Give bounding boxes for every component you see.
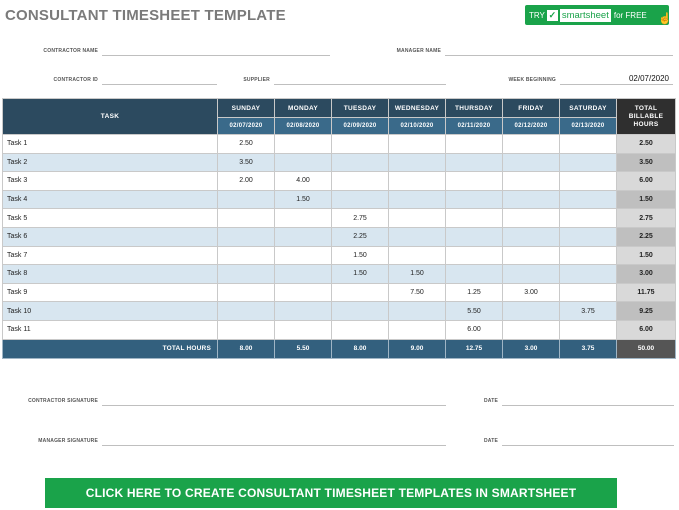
manager-signature-label: MANAGER SIGNATURE xyxy=(38,438,98,444)
day-date[interactable]: 02/10/2020 xyxy=(389,118,446,135)
total-billable-header: TOTAL BILLABLE HOURS xyxy=(617,99,676,135)
hours-cell[interactable] xyxy=(332,190,389,209)
task-column-header: TASK xyxy=(3,99,218,135)
hours-cell[interactable]: 1.50 xyxy=(275,190,332,209)
task-name-cell[interactable]: Task 9 xyxy=(3,283,218,302)
hours-cell[interactable] xyxy=(218,246,275,265)
checkmark-icon: ✓ xyxy=(548,9,557,20)
hours-cell[interactable] xyxy=(389,153,446,172)
hours-cell[interactable]: 2.25 xyxy=(332,227,389,246)
hours-cell[interactable] xyxy=(389,209,446,228)
hours-cell[interactable] xyxy=(503,172,560,191)
hours-cell[interactable] xyxy=(560,246,617,265)
hours-cell[interactable] xyxy=(503,246,560,265)
hours-cell[interactable] xyxy=(560,190,617,209)
manager-name-input[interactable] xyxy=(445,44,673,56)
day-header: FRIDAY xyxy=(503,99,560,118)
task-name-cell[interactable]: Task 10 xyxy=(3,302,218,321)
manager-date-input[interactable] xyxy=(502,434,674,446)
manager-signature-field xyxy=(20,434,446,446)
total-hours-label: TOTAL HOURS xyxy=(3,339,218,358)
hours-cell[interactable] xyxy=(275,246,332,265)
contractor-signature-input[interactable] xyxy=(102,394,446,406)
table-row xyxy=(3,302,676,321)
supplier-label: SUPPLIER xyxy=(243,77,270,83)
task-name-cell[interactable]: Task 2 xyxy=(3,153,218,172)
table-row xyxy=(3,320,676,339)
hours-cell[interactable] xyxy=(275,209,332,228)
table-row xyxy=(3,172,676,191)
hours-cell[interactable] xyxy=(389,190,446,209)
row-total-cell: 2.25 xyxy=(617,227,676,246)
hours-cell[interactable] xyxy=(275,153,332,172)
hours-cell[interactable]: 2.75 xyxy=(332,209,389,228)
grand-total: 50.00 xyxy=(617,339,676,358)
contractor-date-input[interactable] xyxy=(502,394,674,406)
hand-cursor-icon: ☝ xyxy=(658,13,672,25)
task-name-cell[interactable]: Task 7 xyxy=(3,246,218,265)
day-header: TUESDAY xyxy=(332,99,389,118)
try-suffix: for FREE xyxy=(613,10,647,20)
task-name-cell[interactable]: Task 3 xyxy=(3,172,218,191)
week-beginning-label: WEEK BEGINNING xyxy=(508,77,556,83)
contractor-signature-label: CONTRACTOR SIGNATURE xyxy=(28,398,98,404)
contractor-date-field xyxy=(470,394,674,406)
table-row xyxy=(3,153,676,172)
smartsheet-logo-text: smartsheet xyxy=(561,9,609,21)
contractor-date-label: DATE xyxy=(483,398,498,404)
table-row xyxy=(3,265,676,284)
day-header: SUNDAY xyxy=(218,99,275,118)
row-total-cell: 3.50 xyxy=(617,153,676,172)
try-label: TRY xyxy=(529,10,545,20)
row-total-cell: 11.75 xyxy=(617,283,676,302)
hours-cell[interactable]: 1.50 xyxy=(332,246,389,265)
table-row xyxy=(3,227,676,246)
hours-cell[interactable]: 2.00 xyxy=(218,172,275,191)
row-total-cell: 2.50 xyxy=(617,135,676,154)
hours-cell[interactable]: 7.50 xyxy=(389,283,446,302)
hours-cell[interactable] xyxy=(275,227,332,246)
hours-cell[interactable] xyxy=(446,153,503,172)
day-header: WEDNESDAY xyxy=(389,99,446,118)
hours-cell[interactable]: 1.50 xyxy=(332,265,389,284)
week-beginning-field xyxy=(490,73,673,85)
task-name-cell[interactable]: Task 6 xyxy=(3,227,218,246)
day-total: 3.00 xyxy=(503,339,560,358)
hours-cell[interactable] xyxy=(560,227,617,246)
hours-cell[interactable] xyxy=(446,135,503,154)
task-name-cell[interactable]: Task 8 xyxy=(3,265,218,284)
hours-cell[interactable] xyxy=(389,302,446,321)
hours-cell[interactable] xyxy=(560,209,617,228)
task-name-cell[interactable]: Task 4 xyxy=(3,190,218,209)
hours-cell[interactable] xyxy=(218,320,275,339)
contractor-signature-field xyxy=(20,394,446,406)
supplier-input[interactable] xyxy=(274,73,446,85)
hours-cell[interactable] xyxy=(332,153,389,172)
task-name-cell[interactable]: Task 5 xyxy=(3,209,218,228)
day-header: THURSDAY xyxy=(446,99,503,118)
hours-cell[interactable] xyxy=(389,172,446,191)
hours-cell[interactable]: 2.50 xyxy=(218,135,275,154)
hours-cell[interactable] xyxy=(275,135,332,154)
task-name-cell[interactable]: Task 1 xyxy=(3,135,218,154)
try-smartsheet-button[interactable] xyxy=(525,5,672,25)
hours-cell[interactable] xyxy=(332,135,389,154)
hours-cell[interactable] xyxy=(446,227,503,246)
hours-cell[interactable] xyxy=(446,265,503,284)
hours-cell[interactable] xyxy=(332,172,389,191)
contractor-id-input[interactable] xyxy=(102,73,217,85)
day-date[interactable]: 02/13/2020 xyxy=(560,118,617,135)
hours-cell[interactable] xyxy=(218,302,275,321)
manager-signature-input[interactable] xyxy=(102,434,446,446)
hours-cell[interactable] xyxy=(446,190,503,209)
table-row xyxy=(3,246,676,265)
day-date[interactable]: 02/07/2020 xyxy=(218,118,275,135)
hours-cell[interactable] xyxy=(332,283,389,302)
hours-cell[interactable]: 5.50 xyxy=(446,302,503,321)
hours-cell[interactable] xyxy=(275,302,332,321)
hours-cell[interactable] xyxy=(389,246,446,265)
row-total-cell: 9.25 xyxy=(617,302,676,321)
create-template-cta-button[interactable]: CLICK HERE TO CREATE CONSULTANT TIMESHEET TEMPLATES IN SMARTSHEET xyxy=(45,478,617,508)
hours-cell[interactable]: 3.50 xyxy=(218,153,275,172)
day-total: 5.50 xyxy=(275,339,332,358)
row-total-cell: 3.00 xyxy=(617,265,676,284)
table-row xyxy=(3,135,676,154)
hours-cell[interactable] xyxy=(446,172,503,191)
task-name-cell[interactable]: Task 11 xyxy=(3,320,218,339)
day-total: 12.75 xyxy=(446,339,503,358)
hours-cell[interactable] xyxy=(503,302,560,321)
hours-cell[interactable] xyxy=(560,172,617,191)
row-total-cell: 6.00 xyxy=(617,320,676,339)
hours-cell[interactable] xyxy=(503,135,560,154)
hours-cell[interactable] xyxy=(218,283,275,302)
day-total: 3.75 xyxy=(560,339,617,358)
day-date[interactable]: 02/11/2020 xyxy=(446,118,503,135)
hours-cell[interactable] xyxy=(218,227,275,246)
hours-cell[interactable]: 1.25 xyxy=(446,283,503,302)
hours-cell[interactable] xyxy=(503,190,560,209)
contractor-name-label: CONTRACTOR NAME xyxy=(43,48,98,54)
hours-cell[interactable] xyxy=(389,227,446,246)
hours-cell[interactable] xyxy=(218,265,275,284)
hours-cell[interactable] xyxy=(218,209,275,228)
hours-cell[interactable] xyxy=(275,265,332,284)
day-header: MONDAY xyxy=(275,99,332,118)
hours-cell[interactable]: 4.00 xyxy=(275,172,332,191)
hours-cell[interactable] xyxy=(332,302,389,321)
row-total-cell: 1.50 xyxy=(617,246,676,265)
day-total: 9.00 xyxy=(389,339,446,358)
timesheet-table xyxy=(2,98,676,359)
contractor-id-field xyxy=(20,73,217,85)
row-total-cell: 6.00 xyxy=(617,172,676,191)
hours-cell[interactable] xyxy=(446,209,503,228)
hours-cell[interactable] xyxy=(560,135,617,154)
day-total: 8.00 xyxy=(218,339,275,358)
day-date[interactable]: 02/09/2020 xyxy=(332,118,389,135)
hours-cell[interactable] xyxy=(560,320,617,339)
row-total-cell: 2.75 xyxy=(617,209,676,228)
hours-cell[interactable] xyxy=(503,265,560,284)
day-date[interactable]: 02/12/2020 xyxy=(503,118,560,135)
hours-cell[interactable] xyxy=(560,283,617,302)
manager-date-field xyxy=(470,434,674,446)
hours-cell[interactable] xyxy=(389,320,446,339)
hours-cell[interactable] xyxy=(503,227,560,246)
hours-cell[interactable]: 1.50 xyxy=(389,265,446,284)
contractor-name-input[interactable] xyxy=(102,44,330,56)
page-title: CONSULTANT TIMESHEET TEMPLATE xyxy=(5,7,286,24)
day-header: SATURDAY xyxy=(560,99,617,118)
day-total: 8.00 xyxy=(332,339,389,358)
table-row xyxy=(3,283,676,302)
table-row xyxy=(3,209,676,228)
hours-cell[interactable] xyxy=(560,153,617,172)
row-total-cell: 1.50 xyxy=(617,190,676,209)
hours-cell[interactable]: 3.75 xyxy=(560,302,617,321)
week-beginning-input[interactable]: 02/07/2020 xyxy=(560,73,673,85)
hours-cell[interactable] xyxy=(503,320,560,339)
hours-cell[interactable] xyxy=(503,153,560,172)
contractor-id-label: CONTRACTOR ID xyxy=(53,77,98,83)
hours-cell[interactable] xyxy=(332,320,389,339)
day-date[interactable]: 02/08/2020 xyxy=(275,118,332,135)
manager-name-field xyxy=(350,44,673,56)
contractor-name-field xyxy=(20,44,330,56)
hours-cell[interactable]: 6.00 xyxy=(446,320,503,339)
manager-date-label: DATE xyxy=(483,438,498,444)
hours-cell[interactable] xyxy=(446,246,503,265)
hours-cell[interactable]: 3.00 xyxy=(503,283,560,302)
hours-cell[interactable] xyxy=(275,320,332,339)
hours-cell[interactable] xyxy=(560,265,617,284)
table-row xyxy=(3,190,676,209)
manager-name-label: MANAGER NAME xyxy=(396,48,441,54)
hours-cell[interactable] xyxy=(218,190,275,209)
hours-cell[interactable] xyxy=(503,209,560,228)
hours-cell[interactable] xyxy=(275,283,332,302)
supplier-field xyxy=(230,73,446,85)
hours-cell[interactable] xyxy=(389,135,446,154)
